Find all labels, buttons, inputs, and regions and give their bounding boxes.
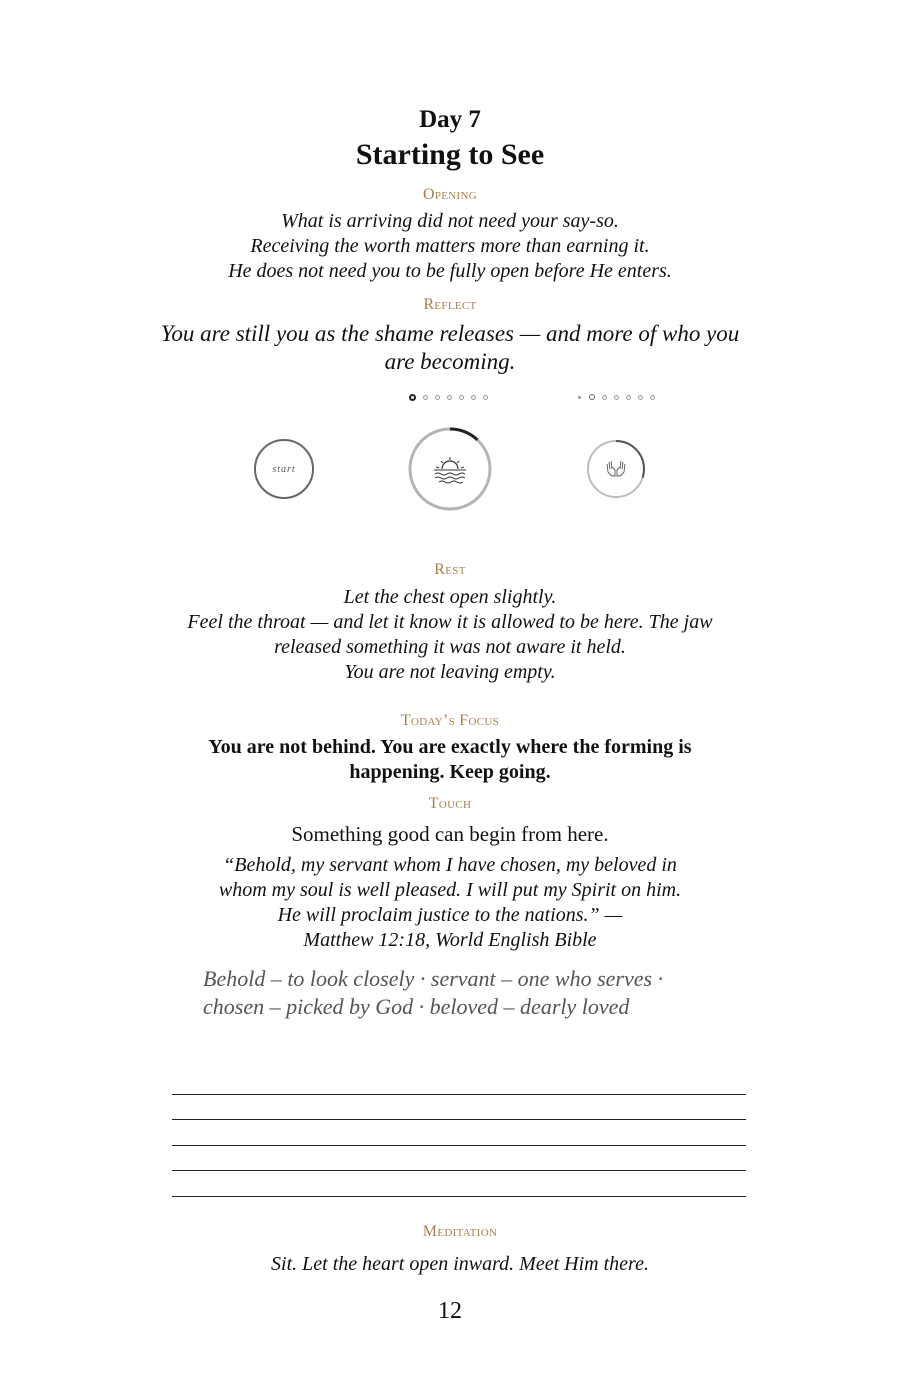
meditation-label: Meditation xyxy=(422,1223,498,1240)
focus-label: Today’s Focus xyxy=(400,712,500,729)
reflect-label: Reflect xyxy=(423,296,477,313)
focus-line: happening. Keep going. xyxy=(349,761,551,783)
focus-text xyxy=(0,735,900,785)
scripture-quote xyxy=(0,853,900,953)
rest-line: You are not leaving empty. xyxy=(344,661,556,683)
hands-button[interactable] xyxy=(586,439,646,499)
reflect-line: You are still you as the shame releases — and more of who you xyxy=(160,321,740,346)
pager-dot[interactable] xyxy=(483,395,488,400)
day-number: Day 7 xyxy=(419,106,481,133)
pager-dot[interactable] xyxy=(423,395,428,400)
sunrise-over-water-icon xyxy=(432,456,468,484)
journal-line[interactable] xyxy=(172,1094,746,1095)
opening-line: Receiving the worth matters more than earning it. xyxy=(250,235,650,257)
meditation-text: Sit. Let the heart open inward. Meet Him there. xyxy=(271,1253,649,1275)
rest-line: Let the chest open slightly. xyxy=(343,586,557,608)
pager-dot[interactable] xyxy=(447,395,452,400)
open-hands-icon xyxy=(605,460,627,478)
journal-line[interactable] xyxy=(172,1119,746,1120)
glossary-line: chosen – picked by God · beloved – dearly loved xyxy=(203,994,630,1019)
rest-label: Rest xyxy=(434,561,466,578)
pager-dot[interactable] xyxy=(650,395,655,400)
scripture-line: “Behold, my servant whom I have chosen, my beloved in xyxy=(223,854,677,876)
opening-label: Opening xyxy=(423,186,477,203)
scripture-line: He will proclaim justice to the nations.” — xyxy=(277,904,623,926)
start-button[interactable] xyxy=(254,439,314,499)
pager-dot-active[interactable] xyxy=(589,394,595,400)
opening-line: What is arriving did not need your say-so. xyxy=(281,210,619,232)
journal-line[interactable] xyxy=(172,1196,746,1197)
focus-line: You are not behind. You are exactly where the forming is xyxy=(208,736,692,758)
page-number: 12 xyxy=(438,1298,462,1324)
pager-dots-left xyxy=(409,393,494,401)
scripture-line: whom my soul is well pleased. I will put my Spirit on him. xyxy=(218,879,682,901)
touch-label: Touch xyxy=(428,795,472,812)
rest-line: released something it was not aware it held. xyxy=(274,636,626,658)
rest-text xyxy=(0,585,900,685)
pager-dot[interactable] xyxy=(471,395,476,400)
pager-dot[interactable] xyxy=(578,396,581,399)
journal-line[interactable] xyxy=(172,1170,746,1171)
pager-dot[interactable] xyxy=(459,395,464,400)
reflect-text xyxy=(0,320,900,376)
opening-line: He does not need you to be fully open before He enters. xyxy=(228,260,672,282)
touch-intro: Something good can begin from here. xyxy=(291,822,609,846)
pager-dots-right xyxy=(577,393,657,401)
pager-dot[interactable] xyxy=(638,395,643,400)
pager-dot[interactable] xyxy=(435,395,440,400)
word-glossary xyxy=(203,965,723,1021)
start-label: start xyxy=(272,463,296,475)
rest-line: Feel the throat — and let it know it is allowed to be here. The jaw xyxy=(187,611,713,633)
reflect-line: are becoming. xyxy=(384,349,516,374)
page-title: Starting to See xyxy=(355,138,545,171)
pager-dot[interactable] xyxy=(614,395,619,400)
opening-text xyxy=(0,209,900,284)
scripture-line: Matthew 12:18, World English Bible xyxy=(303,929,597,951)
sunrise-progress-dial[interactable] xyxy=(407,426,493,512)
journal-line[interactable] xyxy=(172,1145,746,1146)
pager-dot[interactable] xyxy=(626,395,631,400)
glossary-line: Behold – to look closely · servant – one who serves · xyxy=(203,966,664,991)
pager-dot[interactable] xyxy=(602,395,607,400)
pager-dot-active[interactable] xyxy=(409,394,416,401)
